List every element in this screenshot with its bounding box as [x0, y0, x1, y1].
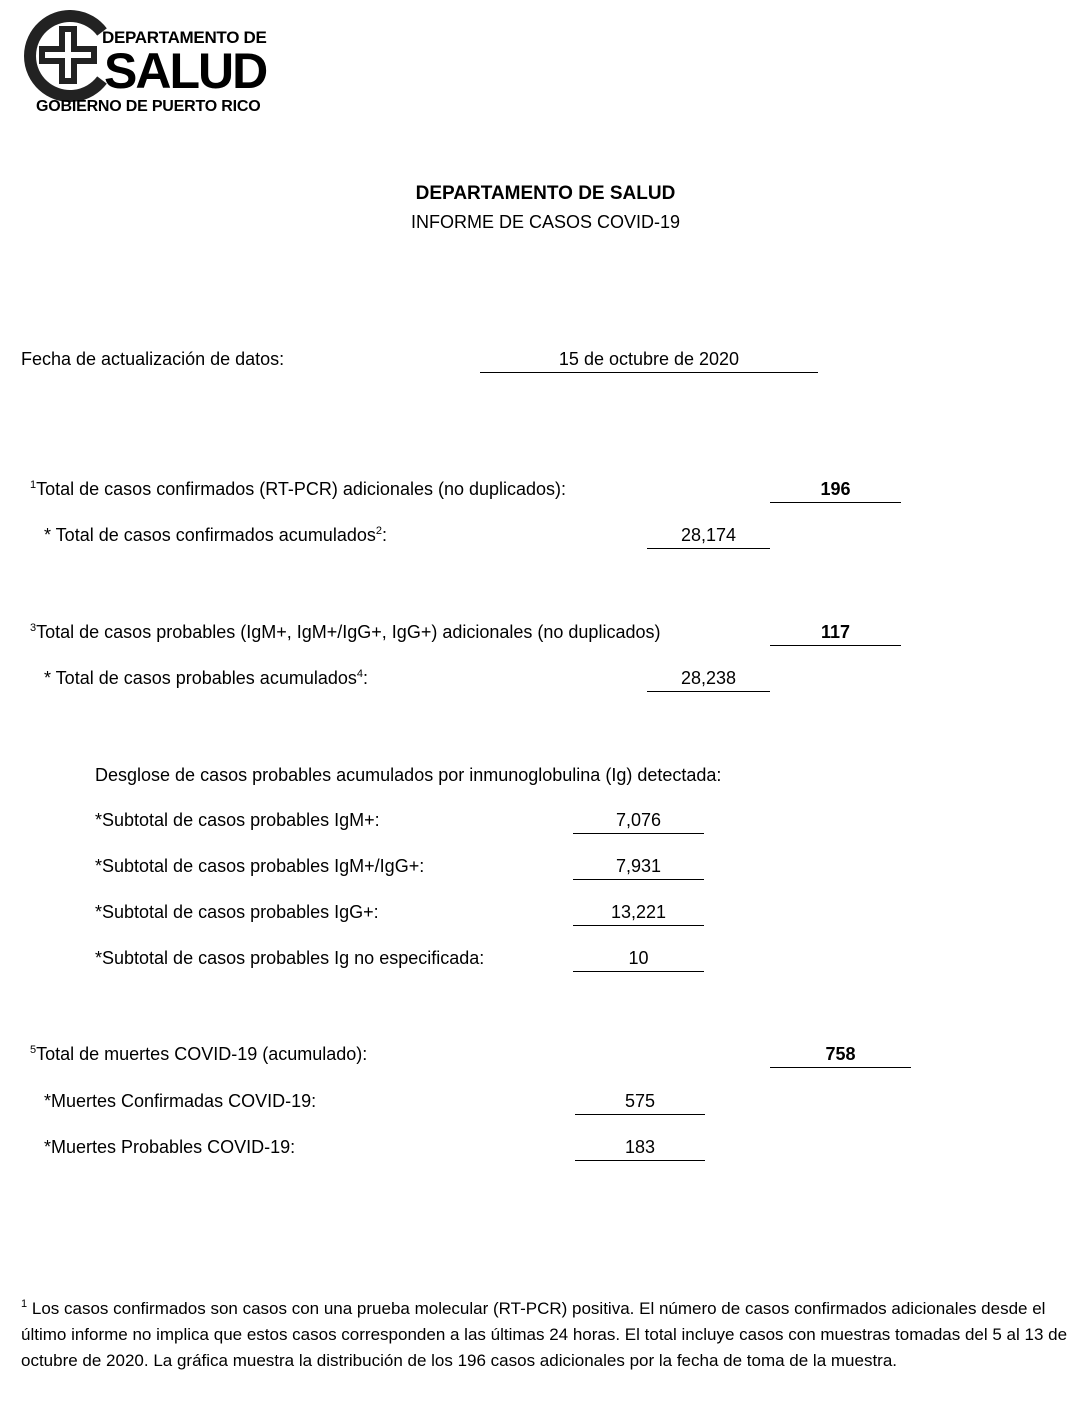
confirmed-cumulative-label: * Total de casos confirmados acumulados$^2$: — [44, 525, 387, 545]
logo-salud-text: SALUD — [104, 43, 267, 99]
deaths-probable-label: *Muertes Probables COVID-19: — [44, 1137, 296, 1157]
probable-cases-value: 117 — [770, 621, 901, 646]
probable-cases-text: Total de casos probables (IgM+, IgM+/IgG+, IgG+) adicionales (no duplicados) — [36, 622, 661, 642]
page-subtitle: INFORME DE CASOS COVID-19 — [410, 212, 681, 232]
confirmed-cumulative-value: 28,174 — [647, 524, 770, 549]
probable-cumulative-label: * Total de casos probables acumulados$^4$: — [44, 668, 369, 688]
deaths-probable-value: 183 — [575, 1136, 705, 1161]
footnote-ref: 4 — [356, 668, 363, 680]
health-cross-logo-icon — [22, 10, 114, 102]
deaths-total-text: Total de muertes COVID-19 (acumulado): — [36, 1044, 368, 1064]
breakdown-heading: Desglose de casos probables acumulados por inmunoglobulina (Ig) detectada: — [95, 765, 722, 785]
logo-department-text: DEPARTAMENTO DE — [102, 28, 267, 47]
deaths-total-label — [30, 1043, 367, 1065]
page-title: DEPARTAMENTO DE SALUD — [415, 183, 676, 204]
footnote-body: Los casos confirmados son casos con una prueba molecular (RT-PCR) positiva. El número de casos confirmados adicionales desde el último informe no implica que estos casos corresponden a las últimas 24 horas. El total incluye casos con muestras tomadas del 5 al 13 de octubre de 2020. La gráfica muestra la distribución de los 196 casos adicionales por la fecha de toma de la muestra. — [21, 1299, 1068, 1370]
update-date-value: 15 de octubre de 2020 — [480, 348, 818, 373]
deaths-total-value: 758 — [770, 1043, 911, 1068]
breakdown-unspecified-value: 10 — [573, 947, 704, 972]
breakdown-igg-value: 13,221 — [573, 901, 704, 926]
breakdown-igm-igg-value: 7,931 — [573, 855, 704, 880]
update-date-label: Fecha de actualización de datos: — [21, 349, 285, 369]
confirmed-cumulative-text: * Total de casos confirmados acumulados — [44, 525, 376, 545]
probable-cases-label — [30, 621, 660, 643]
breakdown-igm-value: 7,076 — [573, 809, 704, 834]
footnote-ref: 3 — [30, 622, 37, 634]
breakdown-igm-label: *Subtotal de casos probables IgM+: — [95, 810, 380, 830]
footnote-ref: 2 — [375, 525, 382, 537]
confirmed-cases-label — [30, 478, 566, 500]
breakdown-igm-igg-label: *Subtotal de casos probables IgM+/IgG+: — [95, 856, 425, 876]
breakdown-igg-label: *Subtotal de casos probables IgG+: — [95, 902, 379, 922]
footnote-ref: 1 — [30, 479, 37, 491]
footnote-number: 1 — [21, 1298, 28, 1310]
confirmed-cases-value: 196 — [770, 478, 901, 503]
footnote-ref: 5 — [30, 1044, 37, 1056]
confirmed-cases-text: Total de casos confirmados (RT-PCR) adicionales (no duplicados): — [36, 479, 567, 499]
department-logo — [22, 10, 282, 122]
footnote-text — [21, 1296, 1073, 1374]
breakdown-unspecified-label: *Subtotal de casos probables Ig no especificada: — [95, 948, 485, 968]
deaths-confirmed-label: *Muertes Confirmadas COVID-19: — [44, 1091, 317, 1111]
deaths-confirmed-value: 575 — [575, 1090, 705, 1115]
logo-government-text: GOBIERNO DE PUERTO RICO — [36, 98, 261, 115]
probable-cumulative-value: 28,238 — [647, 667, 770, 692]
probable-cumulative-text: * Total de casos probables acumulados — [44, 668, 357, 688]
